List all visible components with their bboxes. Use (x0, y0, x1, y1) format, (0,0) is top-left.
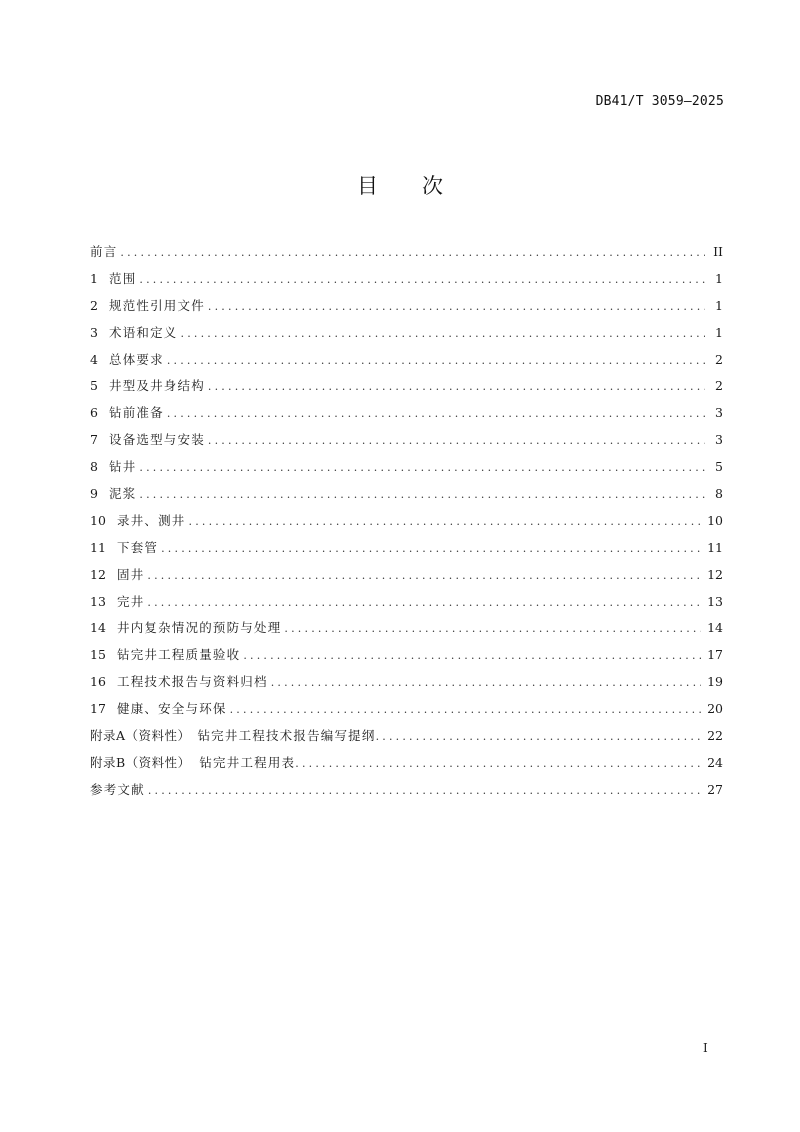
dot-leader (139, 459, 705, 477)
dot-leader (161, 540, 701, 558)
toc-entry-page: 3 (715, 432, 723, 448)
toc-entry-label: 固井 (117, 566, 145, 582)
toc-entry-page: 13 (707, 593, 723, 609)
toc-entry-3[interactable] (90, 324, 723, 351)
dot-leader (189, 513, 702, 531)
toc-entry-9[interactable] (90, 485, 723, 512)
toc-entry-page: 8 (715, 486, 723, 502)
page-title-char-1: 目 (357, 174, 378, 198)
toc-entry-page: II (713, 244, 723, 259)
toc-entry-14[interactable] (90, 619, 723, 646)
toc-entry-label: 工程技术报告与资料归档 (117, 674, 268, 690)
toc-entry-page: 2 (715, 351, 723, 367)
toc-entry-11[interactable] (90, 539, 723, 566)
toc-entry-label: 钻井 (109, 459, 137, 475)
toc-entry-number: 13 (90, 593, 106, 609)
toc-entry-number: 11 (90, 539, 106, 555)
toc-entry-4[interactable] (90, 351, 723, 378)
table-of-contents (90, 243, 723, 808)
toc-entry-number: 17 (90, 701, 106, 717)
toc-entry-page: 17 (707, 647, 723, 663)
toc-entry-number: 7 (90, 432, 98, 448)
toc-entry-label: 井内复杂情况的预防与处理 (117, 620, 282, 636)
toc-entry-page: 1 (715, 324, 723, 340)
toc-entry-number: 15 (90, 647, 106, 663)
page-title-char-2: 次 (422, 174, 443, 198)
dot-leader (167, 405, 705, 423)
dot-leader (284, 620, 701, 638)
toc-entry-references[interactable] (90, 781, 723, 808)
toc-entry-6[interactable] (90, 404, 723, 431)
dot-leader (208, 432, 705, 450)
dot-leader (120, 244, 705, 262)
dot-leader (139, 486, 705, 504)
toc-entry-15[interactable] (90, 646, 723, 673)
toc-entry-17[interactable] (90, 700, 723, 727)
toc-entry-7[interactable] (90, 431, 723, 458)
dot-leader (208, 298, 705, 316)
dot-leader (139, 271, 705, 289)
toc-entry-5[interactable] (90, 377, 723, 404)
toc-entry-13[interactable] (90, 593, 723, 620)
toc-entry-number: 5 (90, 378, 98, 394)
toc-entry-10[interactable] (90, 512, 723, 539)
toc-entry-number: 8 (90, 459, 98, 475)
page-title (0, 170, 800, 200)
toc-entry-12[interactable] (90, 566, 723, 593)
toc-entry-number: 4 (90, 351, 98, 367)
toc-appendix-tag: 附录A（资料性） (90, 728, 191, 744)
toc-entry-number: 9 (90, 486, 98, 502)
dot-leader (208, 378, 705, 396)
dot-leader (230, 701, 701, 719)
toc-entry-appendix-a[interactable] (90, 727, 723, 754)
toc-entry-1[interactable] (90, 270, 723, 297)
toc-entry-page: 20 (707, 701, 723, 717)
toc-entry-appendix-b[interactable] (90, 754, 723, 781)
toc-entry-number: 1 (90, 270, 98, 286)
dot-leader (295, 755, 701, 773)
dot-leader (147, 594, 701, 612)
toc-entry-foreword[interactable] (90, 243, 723, 270)
toc-entry-page: 27 (707, 781, 723, 797)
toc-entry-number: 10 (90, 512, 106, 528)
toc-entry-2[interactable] (90, 297, 723, 324)
page-number: I (703, 1041, 708, 1055)
toc-entry-label: 录井、测井 (117, 512, 186, 528)
toc-entry-number: 6 (90, 405, 98, 421)
toc-entry-label: 泥浆 (109, 486, 137, 502)
dot-leader (147, 567, 701, 585)
toc-entry-16[interactable] (90, 673, 723, 700)
toc-entry-page: 24 (707, 754, 723, 770)
toc-entry-page: 5 (715, 459, 723, 475)
toc-entry-label: 规范性引用文件 (109, 297, 205, 313)
toc-entry-page: 11 (707, 539, 723, 555)
toc-entry-label: 钻完井工程质量验收 (117, 647, 241, 663)
toc-entry-page: 22 (707, 728, 723, 744)
toc-entry-number: 3 (90, 324, 98, 340)
toc-entry-label: 参考文献 (90, 781, 145, 797)
toc-entry-page: 19 (707, 674, 723, 690)
toc-entry-label: 前言 (90, 244, 118, 259)
toc-entry-page: 14 (707, 620, 723, 636)
toc-entry-label: 钻前准备 (109, 405, 164, 421)
toc-entry-number: 2 (90, 297, 98, 313)
dot-leader (148, 782, 701, 800)
dot-leader (181, 325, 705, 343)
toc-entry-label: 钻完井工程技术报告编写提纲 (197, 728, 376, 744)
toc-entry-label: 下套管 (117, 539, 159, 555)
toc-entry-page: 10 (707, 512, 723, 528)
toc-appendix-tag: 附录B（资料性） (90, 754, 191, 770)
toc-entry-page: 1 (715, 297, 723, 313)
toc-entry-page: 12 (707, 566, 723, 582)
dot-leader (376, 728, 702, 746)
toc-entry-label: 健康、安全与环保 (117, 701, 227, 717)
toc-entry-number: 16 (90, 674, 106, 690)
toc-entry-page: 1 (715, 270, 723, 286)
document-code: DB41/T 3059—2025 (595, 94, 724, 109)
toc-entry-page: 2 (715, 378, 723, 394)
dot-leader (271, 674, 701, 692)
toc-entry-label: 井型及井身结构 (109, 378, 205, 394)
toc-entry-label: 钻完井工程用表 (199, 754, 296, 770)
toc-entry-8[interactable] (90, 458, 723, 485)
toc-entry-label: 设备选型与安装 (109, 432, 205, 448)
toc-entry-label: 范围 (109, 270, 137, 286)
dot-leader (243, 647, 701, 665)
toc-entry-label: 完井 (117, 593, 145, 609)
dot-leader (167, 352, 705, 370)
toc-entry-page: 3 (715, 405, 723, 421)
toc-entry-number: 12 (90, 566, 106, 582)
toc-entry-label: 总体要求 (109, 351, 164, 367)
toc-entry-label: 术语和定义 (109, 324, 178, 340)
toc-entry-number: 14 (90, 620, 106, 636)
